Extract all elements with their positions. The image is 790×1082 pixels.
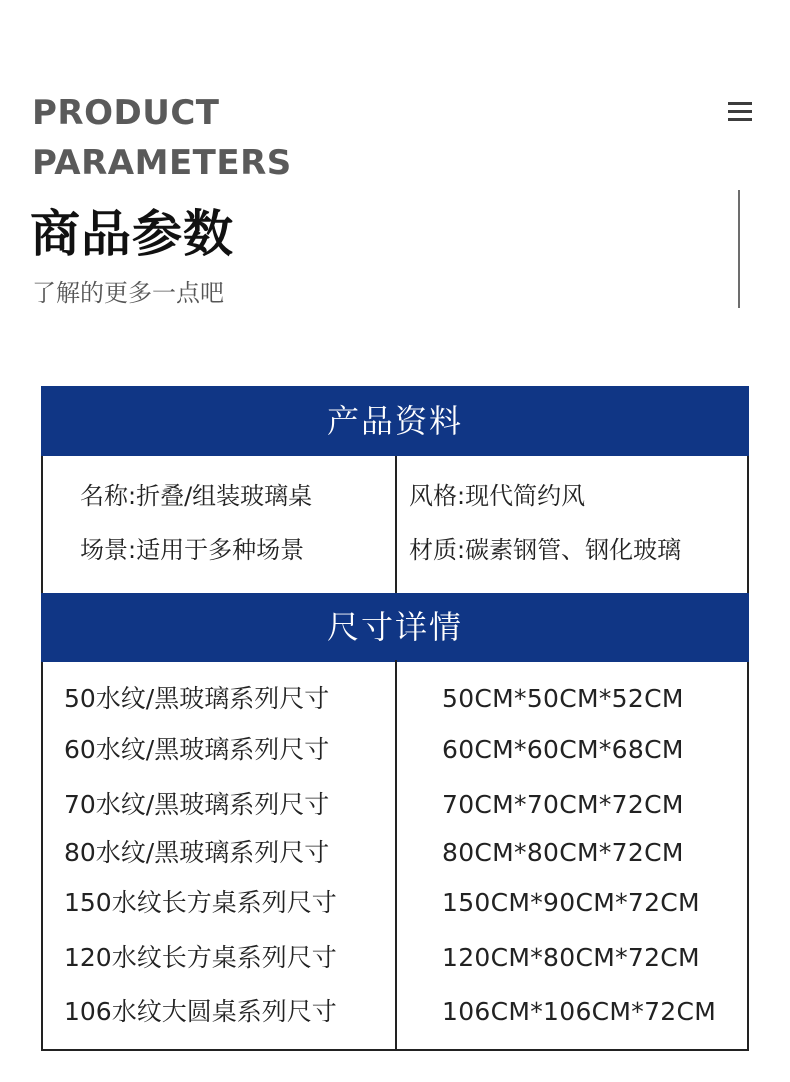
hamburger-menu-icon[interactable] xyxy=(728,102,752,124)
size-label: 150水纹长方桌系列尺寸 xyxy=(64,888,337,917)
size-label: 60水纹/黑玻璃系列尺寸 xyxy=(64,735,330,764)
info-heading: 产品资料 xyxy=(41,386,749,456)
size-label: 80水纹/黑玻璃系列尺寸 xyxy=(64,838,330,867)
product-material: 材质:碳素钢管、钢化玻璃 xyxy=(409,536,682,564)
size-label: 106水纹大圆桌系列尺寸 xyxy=(64,997,337,1026)
size-label: 70水纹/黑玻璃系列尺寸 xyxy=(64,790,330,819)
size-label: 50水纹/黑玻璃系列尺寸 xyxy=(64,684,330,713)
parameter-table xyxy=(41,386,749,1051)
column-divider xyxy=(395,456,397,595)
product-name: 名称:折叠/组装玻璃桌 xyxy=(80,482,313,510)
page-subtitle: 了解的更多一点吧 xyxy=(32,279,224,307)
product-scene: 场景:适用于多种场景 xyxy=(80,536,305,564)
size-label: 120水纹长方桌系列尺寸 xyxy=(64,943,337,972)
size-value: 80CM*80CM*72CM xyxy=(442,838,684,867)
size-value: 60CM*60CM*68CM xyxy=(442,735,684,764)
size-value: 50CM*50CM*52CM xyxy=(442,684,684,713)
page-title: 商品参数 xyxy=(30,205,234,263)
size-value: 106CM*106CM*72CM xyxy=(442,997,717,1026)
product-style: 风格:现代简约风 xyxy=(409,482,586,510)
size-heading: 尺寸详情 xyxy=(41,593,749,662)
divider-line xyxy=(738,190,740,308)
page-title-english xyxy=(32,88,452,188)
title-en-line1: PRODUCT xyxy=(32,93,220,133)
title-en-line2: PARAMETERS xyxy=(32,143,292,183)
column-divider xyxy=(395,660,397,1051)
size-value: 70CM*70CM*72CM xyxy=(442,790,684,819)
size-value: 120CM*80CM*72CM xyxy=(442,943,700,972)
size-value: 150CM*90CM*72CM xyxy=(442,888,700,917)
